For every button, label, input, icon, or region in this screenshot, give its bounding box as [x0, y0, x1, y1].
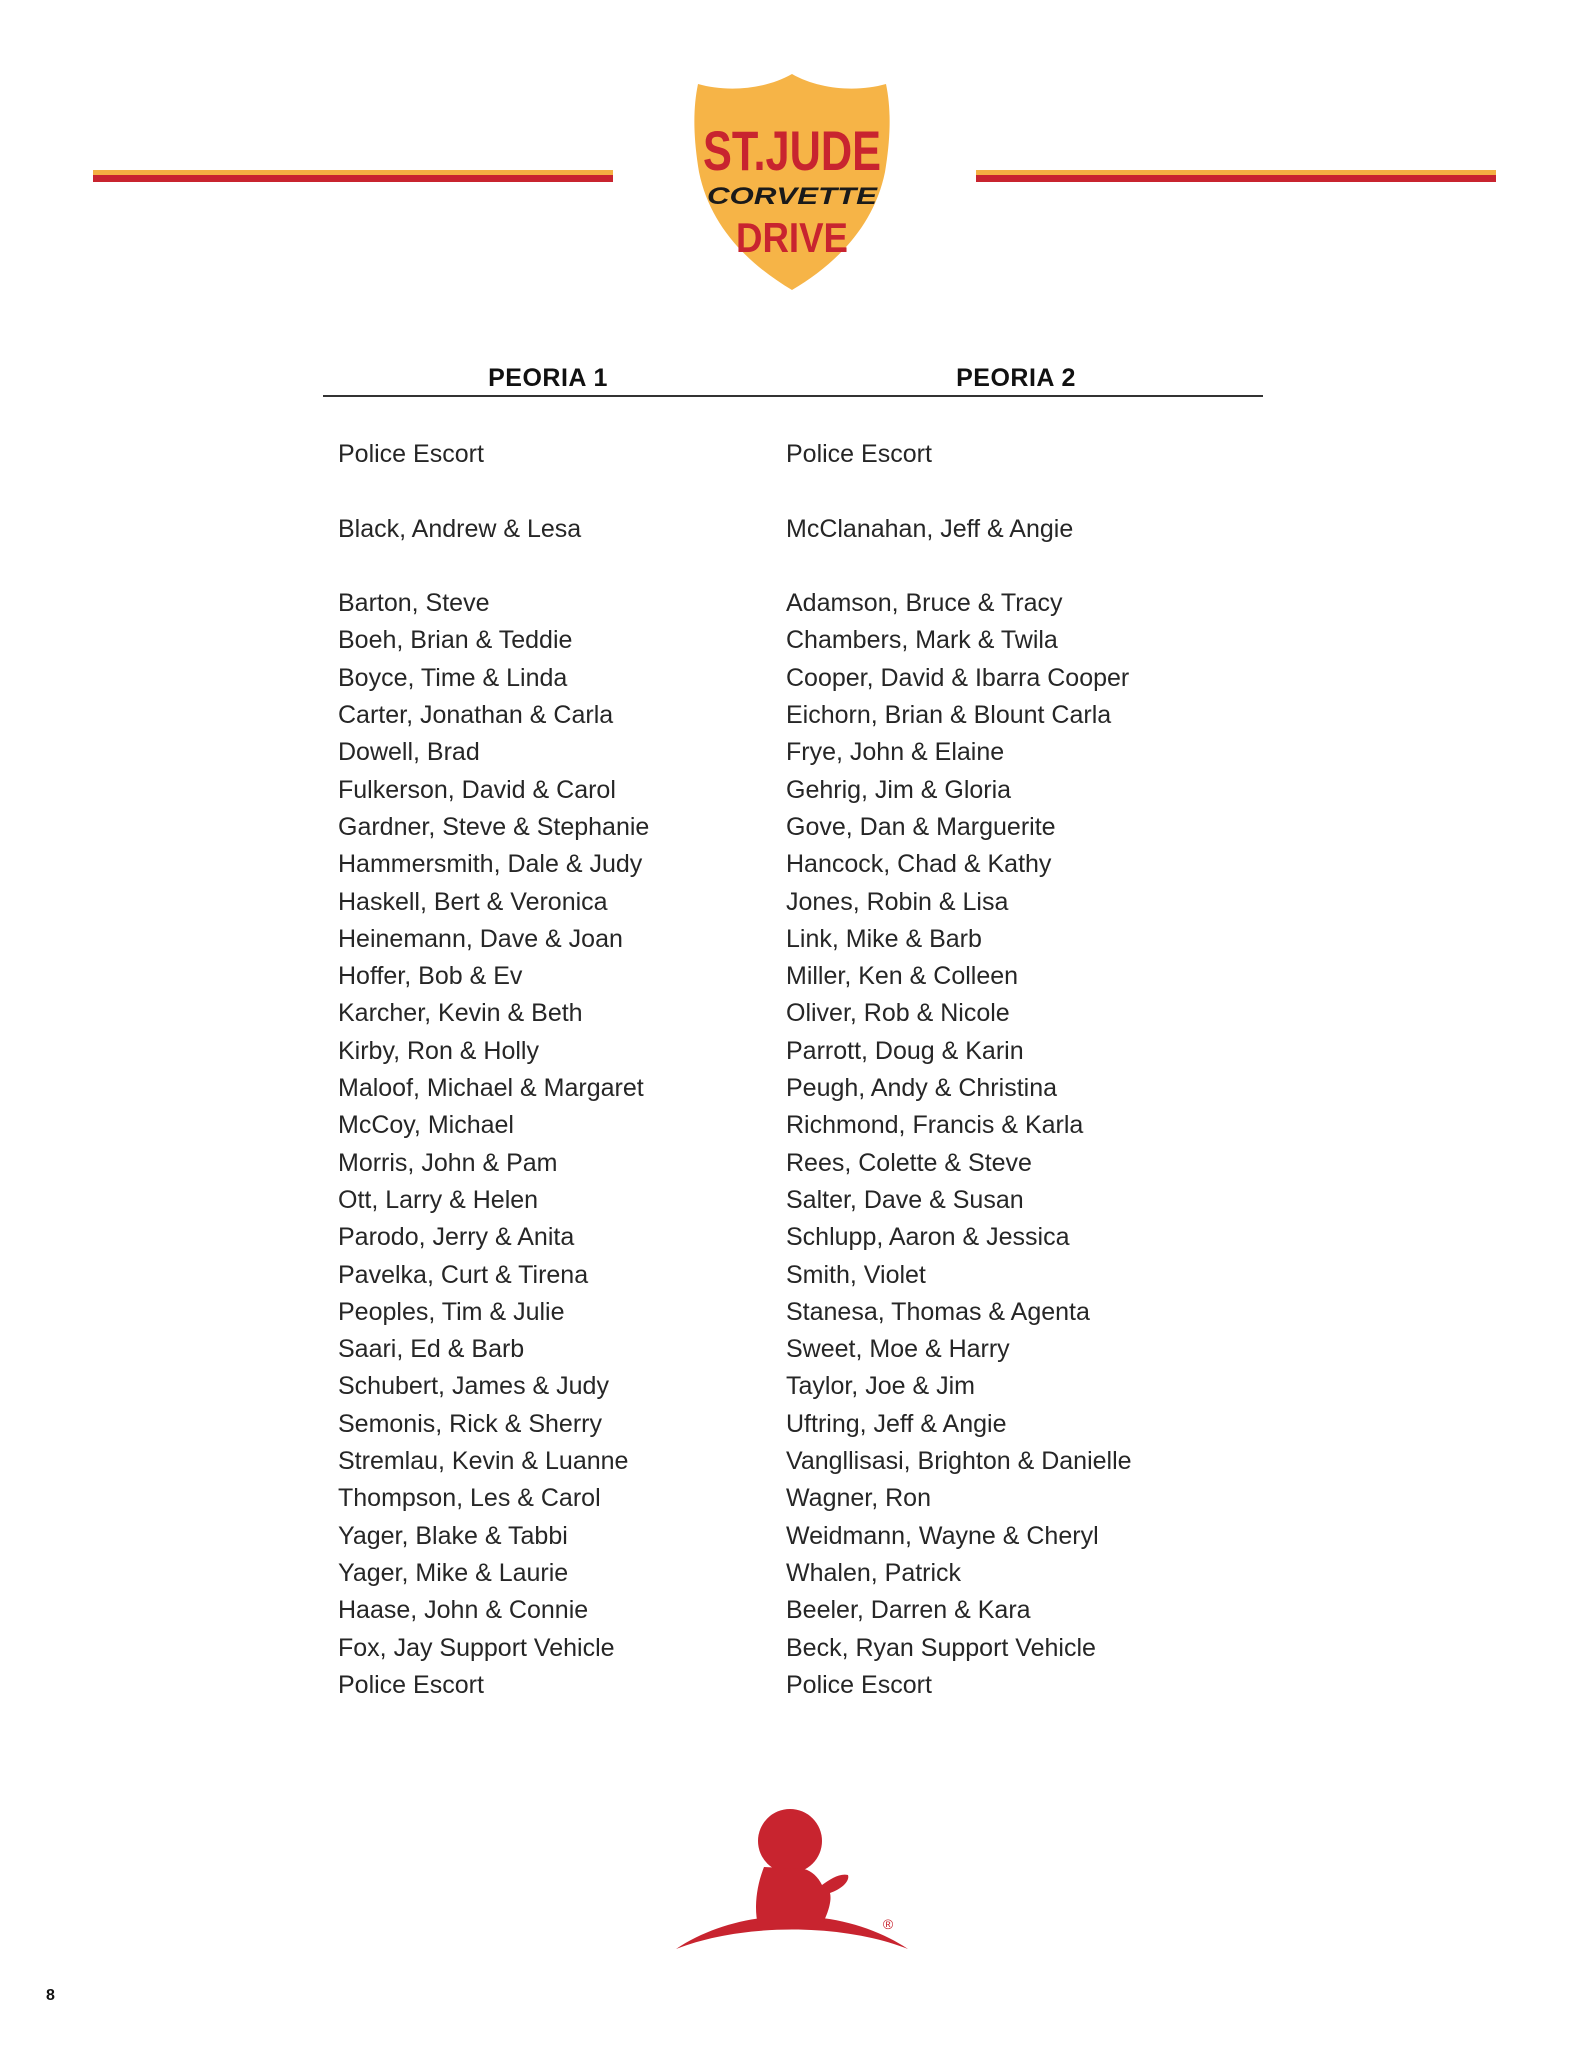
peoria-1-entry: Gardner, Steve & Stephanie	[338, 812, 650, 841]
peoria-2-entry: Peugh, Andy & Christina	[786, 1074, 1057, 1103]
st-jude-child-logo	[672, 1797, 912, 1957]
peoria-1-entry: Peoples, Tim & Julie	[338, 1297, 565, 1326]
peoria-1-entry: Yager, Mike & Laurie	[338, 1558, 569, 1587]
peoria-2-entry: Wagner, Ron	[786, 1484, 931, 1513]
peoria-2-entry: Cooper, David & Ibarra Cooper	[786, 663, 1130, 692]
peoria-2-entry: Hancock, Chad & Kathy	[786, 850, 1052, 879]
peoria-1-entry: Police Escort	[338, 1670, 484, 1699]
peoria-2-entry: Jones, Robin & Lisa	[786, 887, 1009, 916]
peoria-2-entry: Eichorn, Brian & Blount Carla	[786, 701, 1112, 730]
peoria-1-entry: Barton, Steve	[338, 589, 490, 618]
peoria-2-entry: Beeler, Darren & Kara	[786, 1596, 1031, 1625]
peoria-2-entry: Link, Mike & Barb	[786, 924, 982, 953]
peoria-1-entry: Morris, John & Pam	[338, 1148, 558, 1177]
peoria-1-entry: Saari, Ed & Barb	[338, 1335, 525, 1364]
peoria-1-entry: Haskell, Bert & Veronica	[338, 887, 608, 916]
peoria-1-entry: Karcher, Kevin & Beth	[338, 999, 583, 1028]
st-jude-corvette-drive-logo	[682, 62, 902, 302]
peoria-2-entry: Schlupp, Aaron & Jessica	[786, 1223, 1070, 1252]
peoria-1-entry: Semonis, Rick & Sherry	[338, 1409, 602, 1438]
peoria-1-entry: Hoffer, Bob & Ev	[338, 962, 523, 991]
logo-child-body	[756, 1867, 848, 1925]
peoria-2-entry: Frye, John & Elaine	[786, 738, 1005, 767]
peoria-2-entry: Gehrig, Jim & Gloria	[786, 775, 1012, 804]
peoria-2-entries	[786, 585, 1132, 1704]
peoria-1-entry: Ott, Larry & Helen	[338, 1185, 539, 1214]
peoria-1-entry: McCoy, Michael	[338, 1111, 514, 1140]
peoria-2-entry: Miller, Ken & Colleen	[786, 962, 1019, 991]
peoria-2-entry: Adamson, Bruce & Tracy	[786, 589, 1063, 618]
logo-line3: DRIVE	[736, 214, 848, 261]
peoria-2-entry: Uftring, Jeff & Angie	[786, 1409, 1007, 1438]
peoria-1-entry: Yager, Blake & Tabbi	[338, 1521, 568, 1550]
peoria-1-entry: Boyce, Time & Linda	[338, 663, 568, 692]
column-title-peoria-2: PEORIA 2	[956, 364, 1076, 392]
peoria-2-entry: Beck, Ryan Support Vehicle	[786, 1633, 1096, 1662]
peoria-2-entry: Whalen, Patrick	[786, 1558, 962, 1587]
peoria-2-entry: Chambers, Mark & Twila	[786, 626, 1058, 655]
peoria-2-lead: Police Escort	[786, 440, 932, 468]
peoria-2-entry: Stanesa, Thomas & Agenta	[786, 1297, 1090, 1326]
peoria-1-entry: Dowell, Brad	[338, 738, 480, 767]
column-title-peoria-1: PEORIA 1	[488, 364, 608, 392]
peoria-2-entry: Parrott, Doug & Karin	[786, 1036, 1024, 1065]
peoria-2-entry: Taylor, Joe & Jim	[786, 1372, 975, 1401]
peoria-1-entry: Kirby, Ron & Holly	[338, 1036, 539, 1065]
peoria-1-entry: Stremlau, Kevin & Luanne	[338, 1447, 629, 1476]
peoria-1-entry: Maloof, Michael & Margaret	[338, 1074, 644, 1103]
logo-child-head	[758, 1809, 822, 1873]
logo-line2: CORVETTE	[707, 183, 879, 210]
logo-line1: ST.JUDE	[703, 119, 881, 182]
peoria-1-list	[338, 436, 649, 1704]
peoria-2-entry: Police Escort	[786, 1670, 932, 1699]
peoria-2-leader: McClanahan, Jeff & Angie	[786, 514, 1074, 543]
peoria-1-entries	[338, 585, 649, 1704]
peoria-2-entry: Vangllisasi, Brighton & Danielle	[786, 1447, 1132, 1476]
peoria-1-entry: Thompson, Les & Carol	[338, 1484, 601, 1513]
peoria-2-entry: Rees, Colette & Steve	[786, 1148, 1032, 1177]
peoria-1-entry: Schubert, James & Judy	[338, 1372, 609, 1401]
peoria-1-entry: Carter, Jonathan & Carla	[338, 701, 614, 730]
peoria-2-entry: Gove, Dan & Marguerite	[786, 812, 1056, 841]
header-stripe-left	[93, 170, 613, 182]
peoria-2-entry: Smith, Violet	[786, 1260, 926, 1289]
peoria-2-entry: Salter, Dave & Susan	[786, 1185, 1024, 1214]
peoria-2-entry: Weidmann, Wayne & Cheryl	[786, 1521, 1099, 1550]
peoria-1-entry: Fulkerson, David & Carol	[338, 775, 616, 804]
peoria-1-leader: Black, Andrew & Lesa	[338, 514, 582, 543]
heading-rule	[323, 395, 1263, 397]
peoria-2-list	[786, 436, 1132, 1704]
peoria-2-entry: Oliver, Rob & Nicole	[786, 999, 1010, 1028]
registered-mark: ®	[882, 1916, 894, 1932]
peoria-1-entry: Parodo, Jerry & Anita	[338, 1223, 575, 1252]
peoria-2-entry: Sweet, Moe & Harry	[786, 1335, 1010, 1364]
peoria-1-entry: Boeh, Brian & Teddie	[338, 626, 573, 655]
page-number: 8	[46, 1987, 55, 2004]
peoria-1-lead: Police Escort	[338, 440, 484, 468]
peoria-1-entry: Heinemann, Dave & Joan	[338, 924, 623, 953]
peoria-1-entry: Haase, John & Connie	[338, 1596, 589, 1625]
peoria-1-entry: Hammersmith, Dale & Judy	[338, 850, 643, 879]
header-stripe-right	[976, 170, 1496, 182]
peoria-1-entry: Pavelka, Curt & Tirena	[338, 1260, 589, 1289]
peoria-1-entry: Fox, Jay Support Vehicle	[338, 1633, 615, 1662]
peoria-2-entry: Richmond, Francis & Karla	[786, 1111, 1084, 1140]
